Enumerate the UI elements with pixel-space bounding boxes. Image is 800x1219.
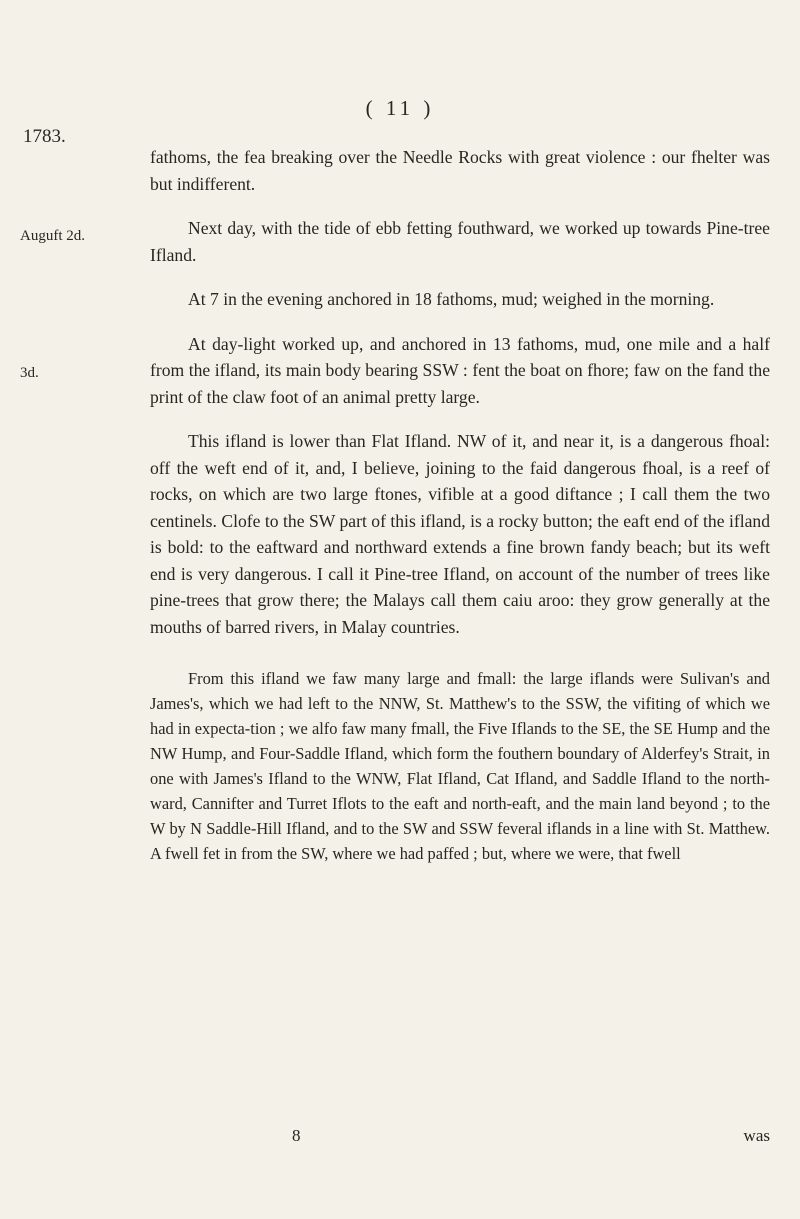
paragraph: This ifland is lower than Flat Ifland. NW of it, and near it, is a dangerous fhoal: off the weft end of it, and, I believe, joining to the faid dangerous fhoal, is a reef of rocks, on which are two large ftones, vifible at a good diftance ; I call them the two centinels. Clofe to the SW part of this ifland, is a rocky button; the eaft end of the ifland is bold: to the eaftward and northward extends a fine brown fandy beach; but its weft end is very dangerous. I call it Pine-tree Ifland, on account of the number of trees like pine-trees that grow there; the Malays call them caiu aroo: they grow generally at the mouths of barred rivers, in Malay countries.	[150, 431, 770, 637]
margin-note-third: 3d.	[20, 365, 39, 381]
catchword: was	[743, 1126, 770, 1145]
paragraph: Next day, with the tide of ebb fetting fouthward, we worked up towards Pine-tree Ifland.	[150, 218, 770, 265]
paragraph: fathoms, the fea breaking over the Needle Rocks with great violence : our fhelter was but indifferent.	[150, 147, 770, 194]
body-text	[150, 144, 770, 884]
paragraph: At 7 in the evening anchored in 18 fathoms, mud; weighed in the morning.	[188, 289, 715, 309]
year-margin: 1783.	[23, 126, 66, 147]
signature-mark: 8	[292, 1126, 301, 1145]
page-number: ( 11 )	[365, 96, 435, 120]
margin-note-august: Auguft 2d.	[20, 228, 85, 244]
paragraph: At day-light worked up, and anchored in 13 fathoms, mud, one mile and a half from the ifland, its main body bearing SSW : fent the boat on fhore; faw on the fand the print of the claw foot of an animal pretty large.	[150, 333, 770, 407]
paragraph: From this ifland we faw many large and fmall: the large iflands were Sulivan's and James's, which we had left to the NNW, St. Matthew's to the SSW, the vifiting of which we had in expecta-tion ; we alfo faw many fmall, the Five Iflands to the SE, the SE Hump and the NW Hump, and Four-Saddle Ifland, which form the fouthern boundary of Alderfey's Strait, in one with James's Ifland to the WNW, Flat Ifland, Cat Ifland, and Saddle Ifland to the north-ward, Cannifter and Turret Iflots to the eaft and north-eaft, and the main land beyond ; to the W by N Saddle-Hill Ifland, and to the SW and SSW feveral iflands in a line with St. Matthew. A fwell fet in from the SW, where we had paffed ; but, where we were, that fwell	[150, 669, 770, 863]
